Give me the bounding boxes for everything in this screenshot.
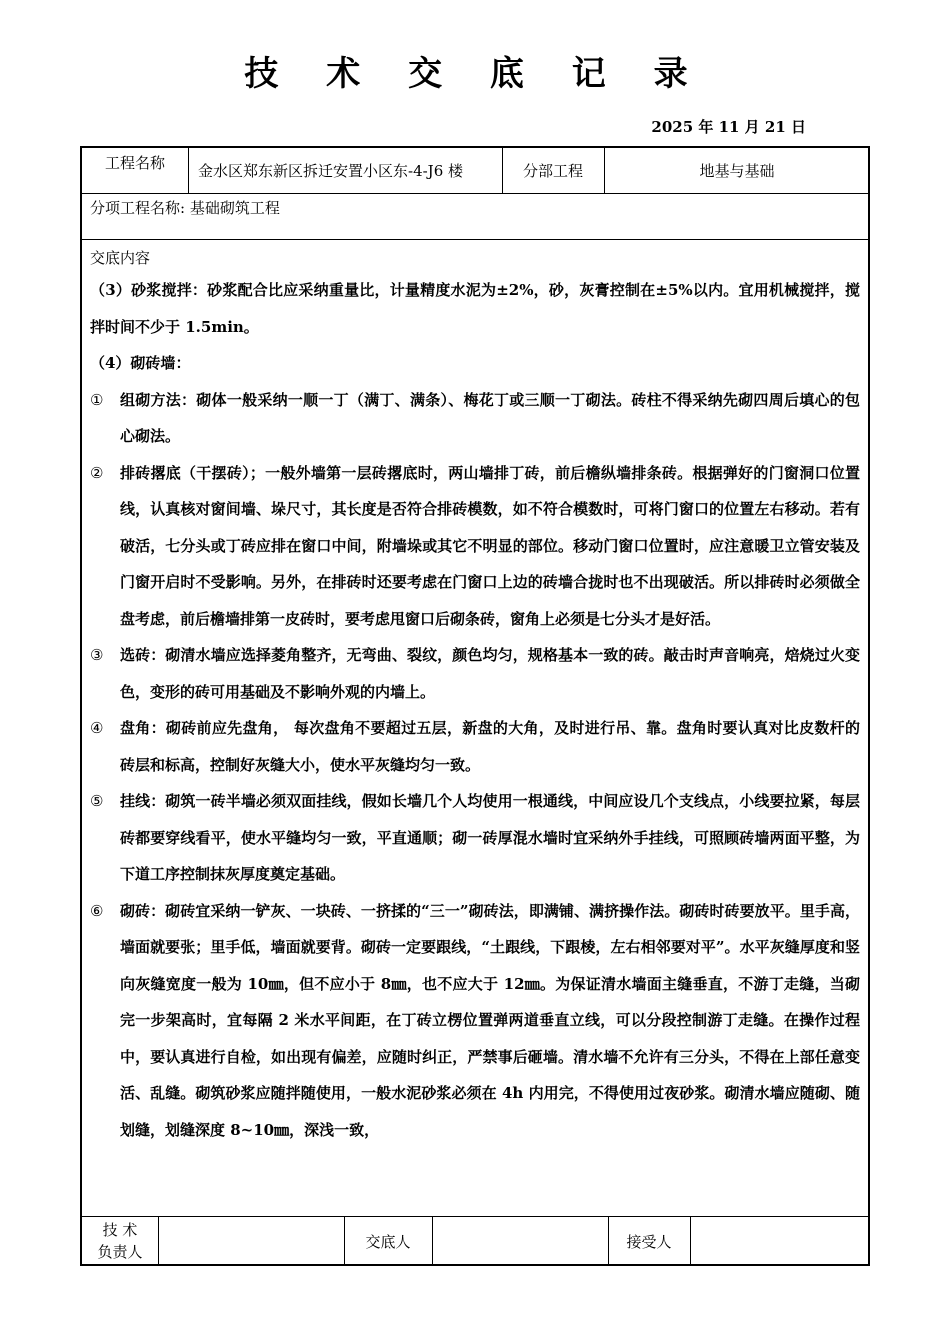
item-text: 砌砖：砌砖宜采纳一铲灰、一块砖、一挤揉的“三一”砌砖法，即满铺、满挤操作法。砌砖时砖要放平。里手高，墙面就要张；里手低，墙面就要背。砌砖一定要跟线，“土跟线，下跟棱，左右相邻要对平”。水平灰缝厚度和竖向灰缝宽度一般为 10㎜，但不应小于 8㎜，也不应大于 12㎜。为保证清水墙面主缝垂直，不游丁走缝，当砌完一步架高时，宜每隔 2 米水平间距，在丁砖立楞位置弹两道垂直立线，可以分段控制游丁走缝。在操作过程中，要认真进行自检，如出现有偏差，应随时纠正，严禁事后砸墙。清水墙不允许有三分头，不得在上部任意变活、乱缝。砌筑砂浆应随拌随使用，一般水泥砂浆必须在 4h 内用完，不得使用过夜砂浆。砌清水墙应随砌、随划缝，划缝深度 8~10㎜，深浅一致， (120, 901, 860, 1139)
item-number: ② (90, 463, 104, 482)
item-text: 盘角：砌砖前应先盘角， 每次盘角不要超过五层，新盘的大角，及时进行吊、靠。盘角时要认真对比皮数杆的砖层和标高，控制好灰缝大小，使水平灰缝均匀一致。 (120, 719, 860, 774)
item-number: ③ (90, 646, 104, 664)
tech-lead-signature[interactable] (158, 1216, 344, 1266)
tech-lead-label-line2: 负责人 (97, 1243, 143, 1261)
division-value: 地基与基础 (699, 162, 775, 180)
item-number: ① (90, 390, 104, 409)
record-table (80, 146, 870, 1266)
discloser-signature[interactable] (432, 1216, 608, 1266)
list-item (90, 710, 860, 783)
project-name-value: 金水区郑东新区拆迁安置小区东-4-J6 楼 (198, 162, 464, 180)
tech-lead-label-line1: 技 术 (102, 1221, 138, 1239)
disclosure-content (90, 244, 860, 1148)
list-item (90, 637, 860, 710)
project-name-label: 工程名称 (104, 153, 165, 172)
row-divider (82, 239, 868, 240)
list-item (90, 382, 860, 455)
list-item (90, 455, 860, 638)
item-text: 排砖撂底（干摆砖）；一般外墙第一层砖撂底时，两山墙排丁砖，前后檐纵墙排条砖。根据弹好的门窗洞口位置线，认真核对窗间墙、垛尺寸，其长度是否符合排砖模数，如不符合模数时，可将门窗口的位置左右移动。若有破活，七分头或丁砖应排在窗口中间，附墙垛或其它不明显的部位。移动门窗口位置时，应注意暖卫立管安装及门窗开启时不受影响。另外，在排砖时还要考虑在门窗口上边的砖墙合拢时也不出现破活。所以排砖时必须做全盘考虑，前后檐墙排第一皮砖时，要考虑甩窗口后砌条砖，窗角上必须是七分头才是好活。 (120, 463, 860, 628)
list-item (90, 783, 860, 893)
receiver-label: 接受人 (626, 1232, 672, 1251)
item-number: ④ (90, 719, 104, 737)
content-heading: 交底内容 (90, 249, 151, 267)
item-text: 选砖：砌清水墙应选择菱角整齐，无弯曲、裂纹，颜色均匀，规格基本一致的砖。敲击时声音响亮，焙烧过火变色，变形的砖可用基础及不影响外观的内墙上。 (120, 646, 860, 701)
item-text: 组砌方法：砌体一般采纳一顺一丁（满丁、满条）、梅花丁或三顺一丁砌法。砖柱不得采纳先砌四周后填心的包心砌法。 (120, 390, 860, 445)
item-text: 挂线：砌筑一砖半墙必须双面挂线，假如长墙几个人均使用一根通线，中间应设几个支线点，小线要拉紧，每层砖都要穿线看平，使水平缝均匀一致，平直通顺；砌一砖厚混水墙时宜采纳外手挂线，可照顾砖墙两面平整，为下道工序控制抹灰厚度奠定基础。 (120, 792, 860, 883)
page-title: 技 术 交 底 记 录 (244, 54, 706, 94)
subitem-name: 分项工程名称: 基础砌筑工程 (90, 198, 280, 217)
paragraph-brick-wall: （4）砌砖墙： (90, 354, 191, 372)
item-number: ⑥ (90, 901, 104, 920)
list-item (90, 893, 860, 1149)
discloser-label: 交底人 (365, 1232, 411, 1251)
receiver-signature[interactable] (690, 1216, 870, 1266)
paragraph-mortar: （3）砂浆搅拌：砂浆配合比应采纳重量比，计量精度水泥为±2%，砂，灰膏控制在±5%以内。宜用机械搅拌，搅拌时间不少于 1.5min。 (90, 281, 860, 336)
item-number: ⑤ (90, 792, 104, 810)
col-divider (188, 148, 189, 193)
tech-lead-label (82, 1216, 158, 1266)
record-date: 2025 年 11 月 21 日 (651, 118, 806, 136)
division-label: 分部工程 (522, 162, 583, 180)
